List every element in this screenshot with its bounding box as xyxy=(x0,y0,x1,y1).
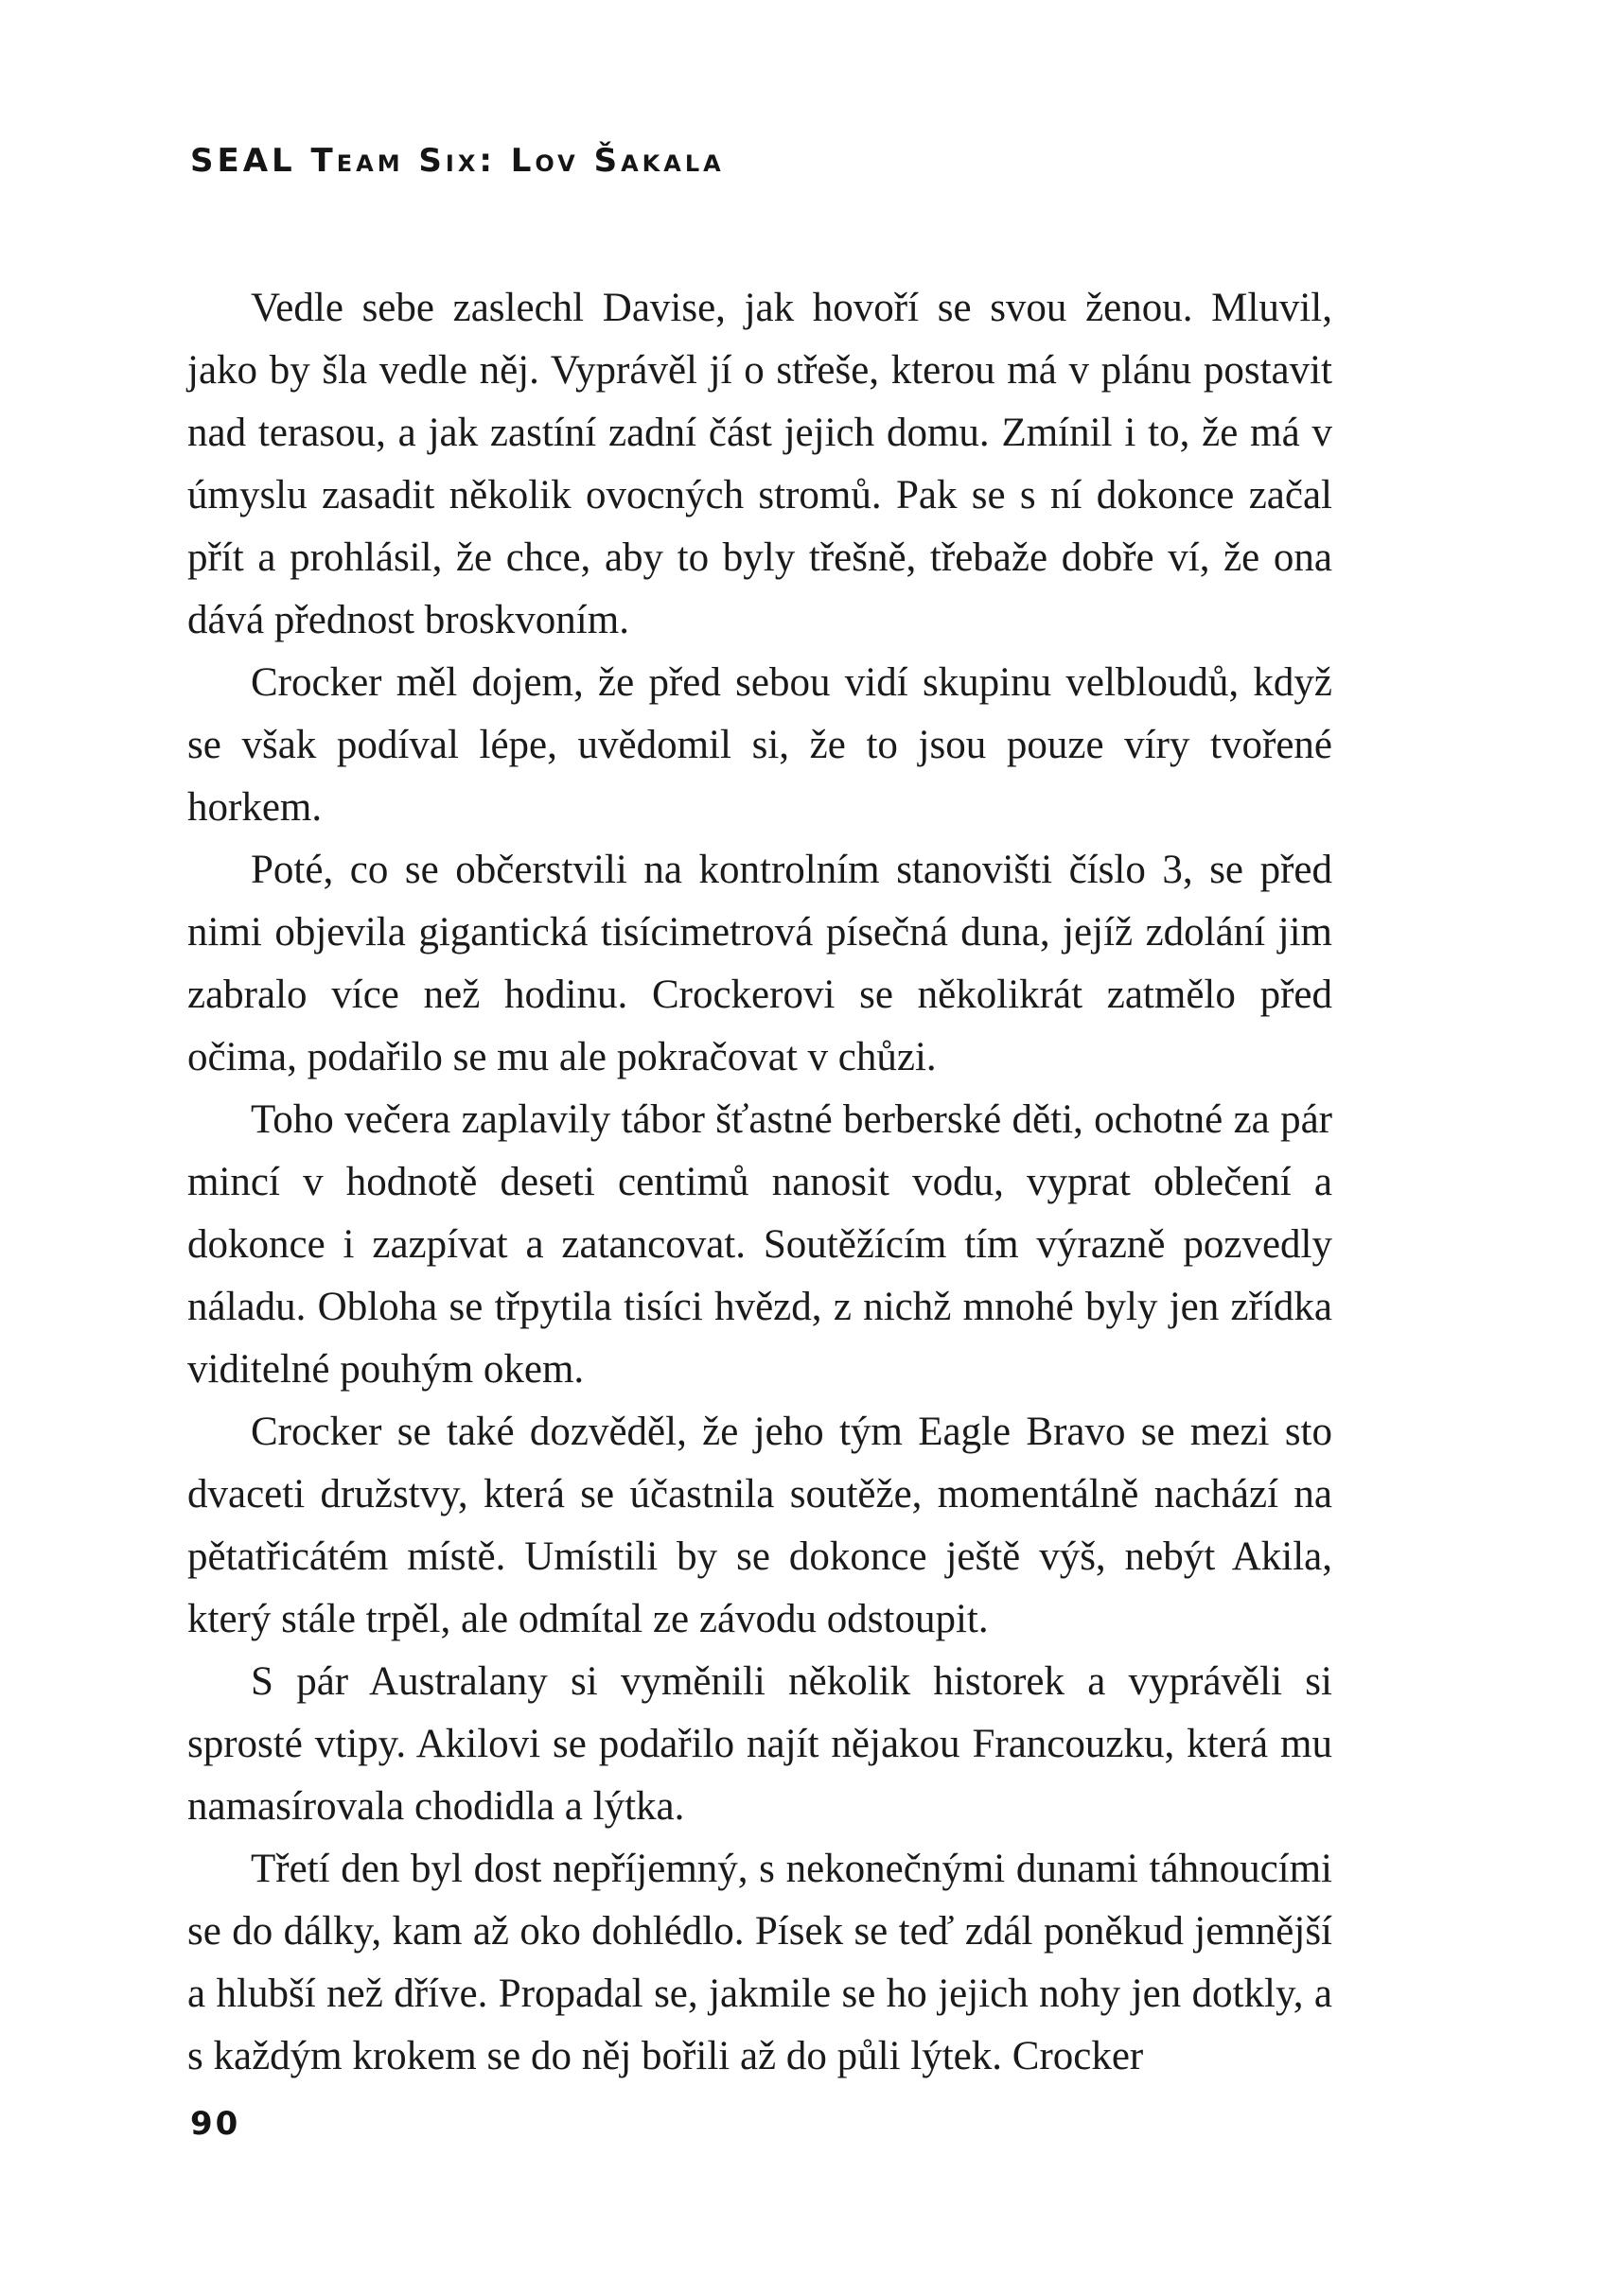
paragraph: Poté, co se občerstvili na kontrolním stanovišti číslo 3, se před nimi objevila gigantická tisícimetrová písečná duna, jejíž zdolání jim zabralo více než hodinu. Crockerovi se několikrát zatmělo před očima, podařilo se mu ale pokračovat v chůzi. xyxy=(187,848,1332,1079)
paragraph: Třetí den byl dost nepříjemný, s nekonečnými dunami táhnoucími se do dálky, kam až oko dohlédlo. Písek se teď zdál poněkud jemnější a hlubší než dříve. Propadal se, jakmile se ho jejich nohy jen dotkly, a s každým krokem se do něj bořili až do půli lýtek. Crocker xyxy=(187,1847,1332,2078)
paragraph: S pár Australany si vyměnili několik historek a vyprávěli si sprosté vtipy. Akilovi se podařilo najít nějakou Francouzku, která mu namasírovala chodidla a lýtka. xyxy=(187,1659,1332,1829)
paragraph: Toho večera zaplavily tábor šťastné berberské děti, ochotné za pár mincí v hodnotě deseti centimů nanosit vodu, vyprat oblečení a dokonce i zazpívat a zatancovat. Soutěžícím tím výrazně pozvedly náladu. Obloha se třpytila tisíci hvězd, z nichž mnohé byly jen zřídka viditelné pouhým okem. xyxy=(187,1097,1332,1392)
page-number: 90 xyxy=(190,2105,241,2143)
running-header: SEAL Team Six: Lov Šakala xyxy=(190,142,725,180)
paragraph: Crocker měl dojem, že před sebou vidí skupinu velbloudů, když se však podíval lépe, uvědomil si, že to jsou pouze víry tvořené horkem. xyxy=(187,660,1332,830)
text-body xyxy=(187,277,1332,2088)
paragraph: Vedle sebe zaslechl Davise, jak hovoří se svou ženou. Mluvil, jako by šla vedle něj. Vyprávěl jí o střeše, kterou má v plánu postavit nad terasou, a jak zastíní zadní část jejich domu. Zmínil i to, že má v úmyslu zasadit několik ovocných stromů. Pak se s ní dokonce začal přít a prohlásil, že chce, aby to byly třešně, třebaže dobře ví, že ona dává přednost broskvoním. xyxy=(187,286,1332,642)
paragraph: Crocker se také dozvěděl, že jeho tým Eagle Bravo se mezi sto dvaceti družstvy, která se účastnila soutěže, momentálně nachází na pětatřicátém místě. Umístili by se dokonce ještě výš, nebýt Akila, který stále trpěl, ale odmítal ze závodu odstoupit. xyxy=(187,1410,1332,1641)
